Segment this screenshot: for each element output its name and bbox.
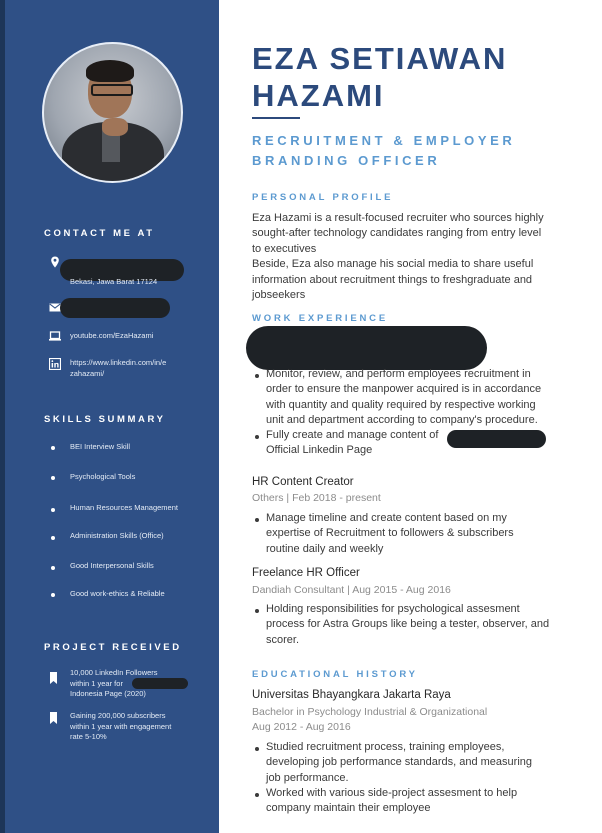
project-line: within 1 year for bbox=[70, 678, 123, 688]
address-line2: Bekasi, Jawa Barat 17124 bbox=[70, 277, 158, 286]
skill-bullet bbox=[51, 566, 55, 570]
bullet-line: unit and department according to company's procedure. bbox=[266, 414, 538, 427]
project-line: Indonesia Page (2020) bbox=[70, 689, 146, 698]
bullet-line: scorer. bbox=[266, 633, 300, 646]
skill-bullet bbox=[51, 476, 55, 480]
skill-item: BEI Interview Skill bbox=[70, 442, 131, 451]
skill-item: Good Interpersonal Skills bbox=[70, 561, 154, 570]
name-line2: HAZAMI bbox=[252, 78, 385, 113]
bullet-line: Fully create and manage content of bbox=[266, 429, 439, 441]
project-line: 10,000 LinkedIn Followers bbox=[70, 668, 158, 677]
title-rule bbox=[252, 117, 300, 119]
profile-line: sought-after technology candidates ranging from entry level bbox=[252, 227, 542, 240]
skill-bullet bbox=[51, 446, 55, 450]
job1-bullet bbox=[266, 367, 562, 429]
laptop-icon bbox=[49, 330, 61, 342]
bullet-line: process for Astra Groups like being a tester, observer, and bbox=[266, 618, 550, 631]
job3-bullet bbox=[266, 602, 562, 648]
skill-bullet bbox=[51, 593, 55, 597]
profile-line: jobseekers bbox=[252, 289, 306, 302]
education-title: EDUCATIONAL HISTORY bbox=[252, 669, 418, 680]
bullet-line: routine daily and weekly bbox=[266, 542, 384, 555]
job2-bullet bbox=[266, 511, 562, 557]
bullet-dot bbox=[255, 435, 259, 439]
redacted-company bbox=[132, 678, 188, 689]
bullet-line: Official Linkedin Page bbox=[266, 444, 373, 457]
school-name: Universitas Bhayangkara Jakarta Raya bbox=[252, 689, 451, 701]
education-bullet bbox=[266, 786, 562, 817]
bullet-line: company maintain their employee bbox=[266, 802, 431, 815]
role-line2: BRANDING OFFICER bbox=[252, 153, 441, 168]
skill-item: Psychological Tools bbox=[70, 472, 136, 481]
profile-line: information about recruitment things to freshgraduate and bbox=[252, 273, 533, 286]
project-line: rate 5-10% bbox=[70, 732, 107, 741]
role-line1: RECRUITMENT & EMPLOYER bbox=[252, 133, 516, 148]
skill-bullet bbox=[51, 536, 55, 540]
redacted-job-title bbox=[246, 326, 487, 370]
photo-hair bbox=[86, 60, 134, 82]
bullet-line: Manage timeline and create content based on my bbox=[266, 512, 507, 524]
resume-name bbox=[252, 40, 507, 114]
profile-text bbox=[252, 211, 572, 303]
education-period: Aug 2012 - Aug 2016 bbox=[252, 721, 351, 733]
degree: Bachelor in Psychology Industrial & Organizational bbox=[252, 706, 488, 718]
skill-item: Human Resources Management bbox=[70, 503, 178, 512]
bullet-line: Worked with various side-project assesment to help bbox=[266, 787, 518, 799]
bullet-dot bbox=[255, 374, 259, 378]
linkedin-link[interactable] bbox=[70, 358, 166, 379]
skills-title: SKILLS SUMMARY bbox=[44, 414, 166, 425]
bullet-line: order to ensure the manpower acquired is in accordance bbox=[266, 383, 542, 396]
bullet-line: with quantity and quality required by respective working bbox=[266, 398, 536, 411]
profile-title: PERSONAL PROFILE bbox=[252, 192, 394, 203]
linkedin-line2: zahazami/ bbox=[70, 368, 105, 378]
photo-hand bbox=[102, 118, 128, 136]
profile-line: Beside, Eza also manage his social media to share useful bbox=[252, 258, 534, 271]
linkedin-icon bbox=[49, 358, 61, 370]
education-bullet bbox=[266, 740, 562, 786]
bullet-line: Holding responsibilities for psychological assesment bbox=[266, 603, 520, 615]
contact-title: CONTACT ME AT bbox=[44, 228, 155, 239]
bookmark-icon bbox=[50, 672, 57, 684]
location-pin-icon bbox=[49, 256, 61, 268]
work-title: WORK EXPERIENCE bbox=[252, 313, 388, 324]
bullet-line: job performance. bbox=[266, 771, 349, 784]
projects-title: PROJECT RECEIVED bbox=[44, 642, 182, 653]
profile-photo bbox=[42, 42, 183, 183]
youtube-link[interactable]: youtube.com/EzaHazami bbox=[70, 331, 154, 340]
bullet-dot bbox=[255, 747, 259, 751]
skill-item: Administration Skills (Office) bbox=[70, 531, 164, 540]
profile-line: Eza Hazami is a result-focused recruiter who sources highly bbox=[252, 212, 544, 224]
bookmark-icon bbox=[50, 712, 57, 724]
photo-glasses bbox=[91, 84, 133, 96]
project-line: Gaining 200,000 subscribers bbox=[70, 711, 166, 720]
profile-line: to executives bbox=[252, 242, 317, 255]
job3-title: Freelance HR Officer bbox=[252, 567, 360, 579]
bullet-line: Monitor, review, and perform employees recruitment in bbox=[266, 368, 531, 380]
name-line1: EZA SETIAWAN bbox=[252, 41, 508, 76]
bullet-line: developing job performance standards, and measuring bbox=[266, 756, 532, 769]
job2-title: HR Content Creator bbox=[252, 476, 354, 488]
sidebar bbox=[0, 0, 219, 833]
bullet-dot bbox=[255, 518, 259, 522]
bullet-line: Studied recruitment process, training employees, bbox=[266, 741, 505, 753]
job3-meta: Dandiah Consultant | Aug 2015 - Aug 2016 bbox=[252, 584, 451, 596]
project-item bbox=[70, 711, 171, 743]
job2-meta: Others | Feb 2018 - present bbox=[252, 492, 381, 504]
skill-item: Good work-ethics & Reliable bbox=[70, 589, 165, 598]
redacted-company-name bbox=[447, 430, 546, 448]
job-role bbox=[252, 131, 515, 171]
skill-bullet bbox=[51, 508, 55, 512]
bullet-line: expertise of Recruitment to followers & subscribers bbox=[266, 527, 514, 540]
bullet-dot bbox=[255, 609, 259, 613]
bullet-dot bbox=[255, 793, 259, 797]
redacted-email bbox=[60, 298, 170, 318]
linkedin-line1: https://www.linkedin.com/in/e bbox=[70, 358, 167, 367]
project-line: within 1 year with engagement bbox=[70, 721, 172, 731]
